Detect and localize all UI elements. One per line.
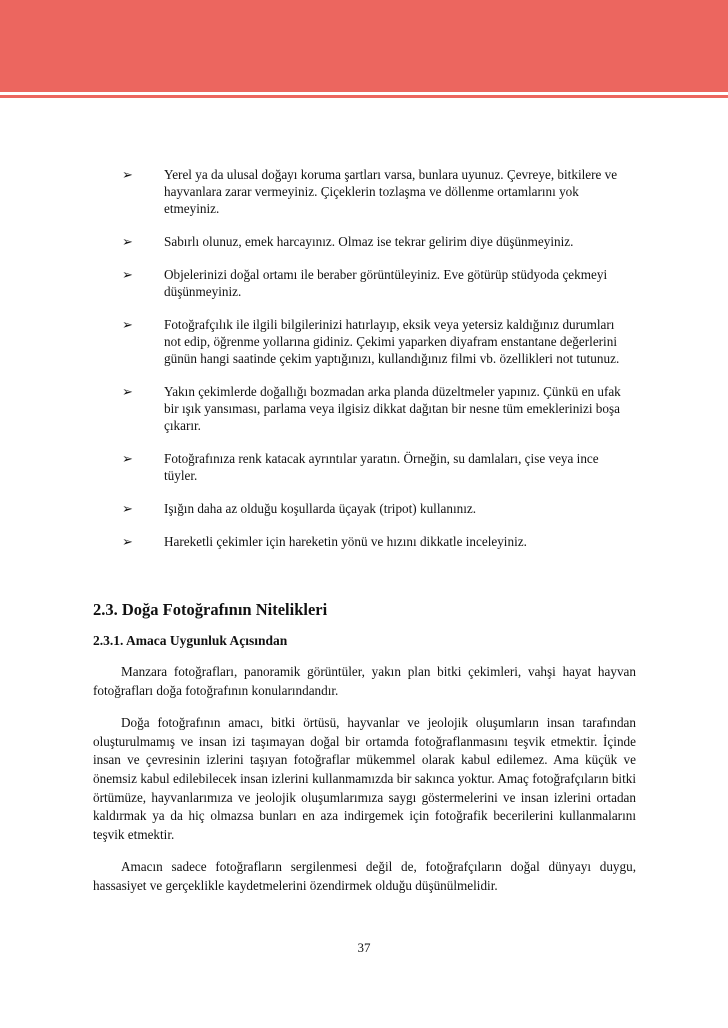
arrow-bullet-icon: ➢: [122, 501, 133, 516]
list-item-text: Objelerinizi doğal ortamı ile beraber görüntüleyiniz. Eve götürüp stüdyoda çekmeyi düşünmeyiniz.: [164, 267, 608, 299]
list-item: [122, 233, 626, 250]
list-item-text: Hareketli çekimler için hareketin yönü ve hızını dikkatle inceleyiniz.: [164, 534, 527, 549]
arrow-bullet-icon: ➢: [122, 534, 133, 549]
list-item-text: Sabırlı olunuz, emek harcayınız. Olmaz ise tekrar gelirim diye düşünmeyiniz.: [164, 234, 574, 249]
list-item: [122, 533, 626, 550]
subsection-heading: 2.3.1. Amaca Uygunluk Açısından: [93, 633, 288, 648]
list-item: [122, 450, 626, 484]
list-item-text: Yakın çekimlerde doğallığı bozmadan arka planda düzeltmeler yapınız. Çünkü en ufak bir ışık yansıması, parlama veya ilgisiz dikkat dağıtan bir nesne tüm emeklerinizi boşa çıkarır.: [164, 384, 621, 433]
header-color-band: [0, 0, 728, 92]
body-paragraph: Doğa fotoğrafının amacı, bitki örtüsü, hayvanlar ve jeolojik oluşumların insan tarafından oluşturulmamış ve insan izi taşımayan doğal bir ortamda fotoğraflanmasını teşvik etmektir. İçinde insan ve çevresinin izlerini taşıyan fotoğraflar mükemmel olarak kabul edilemez. Ama küçük ve önemsiz kabul edilebilecek insan izlerini kullanmamızda bir sakınca yoktur. Amaç fotoğrafçıların bitki örtümüze, hayvanlarımıza ve jeolojik oluşumlarımıza saygı göstermelerini ve insan izlerini ortadan kaldırmak ya da hiç olmazsa bunları en aza indirgemek için fotoğrafik becerilerini kullanmalarını teşvik etmektir.: [93, 715, 636, 842]
list-item: [122, 383, 626, 434]
section-content: [93, 600, 636, 910]
arrow-bullet-icon: ➢: [122, 167, 133, 182]
header-divider-line: [0, 95, 728, 98]
list-item-text: Fotoğrafınıza renk katacak ayrıntılar yaratın. Örneğin, su damlaları, çise veya ince tüyler.: [164, 451, 599, 483]
arrow-bullet-icon: ➢: [122, 451, 133, 466]
arrow-bullet-icon: ➢: [122, 317, 133, 332]
list-item: [122, 500, 626, 517]
list-item-text: Yerel ya da ulusal doğayı koruma şartları varsa, bunlara uyunuz. Çevreye, bitkilere ve hayvanlara zarar vermeyiniz. Çiçeklerin tozlaşma ve döllenme ortamlarını yok etmeyiniz.: [164, 167, 618, 216]
bullet-list: [0, 166, 728, 566]
list-item: [122, 316, 626, 367]
arrow-bullet-icon: ➢: [122, 384, 133, 399]
body-paragraph: Manzara fotoğrafları, panoramik görüntüler, yakın plan bitki çekimleri, vahşi hayat hayvan fotoğrafları doğa fotoğrafının konularındandır.: [93, 664, 636, 698]
list-item-text: Fotoğrafçılık ile ilgili bilgilerinizi hatırlayıp, eksik veya yetersiz kaldığınız durumları not edip, öğrenme yollarına gidiniz. Çekimi yaparken diyafram enstantane değerlerini günün hangi saatinde çekim yaptığınızı, kullandığınız filmi vb. özellikleri not tutunuz.: [164, 317, 620, 366]
body-paragraph: Amacın sadece fotoğrafların sergilenmesi değil de, fotoğrafçıların doğal dünyayı duygu, hassasiyet ve gerçeklikle kaydetmelerini özendirmek olduğu düşünülmelidir.: [93, 859, 636, 893]
arrow-bullet-icon: ➢: [122, 267, 133, 282]
page-number: 37: [357, 940, 371, 955]
list-item: [122, 266, 626, 300]
arrow-bullet-icon: ➢: [122, 234, 133, 249]
section-heading: 2.3. Doğa Fotoğrafının Nitelikleri: [93, 600, 328, 619]
list-item-text: Işığın daha az olduğu koşullarda üçayak (tripot) kullanınız.: [164, 501, 477, 516]
list-item: [122, 166, 626, 217]
